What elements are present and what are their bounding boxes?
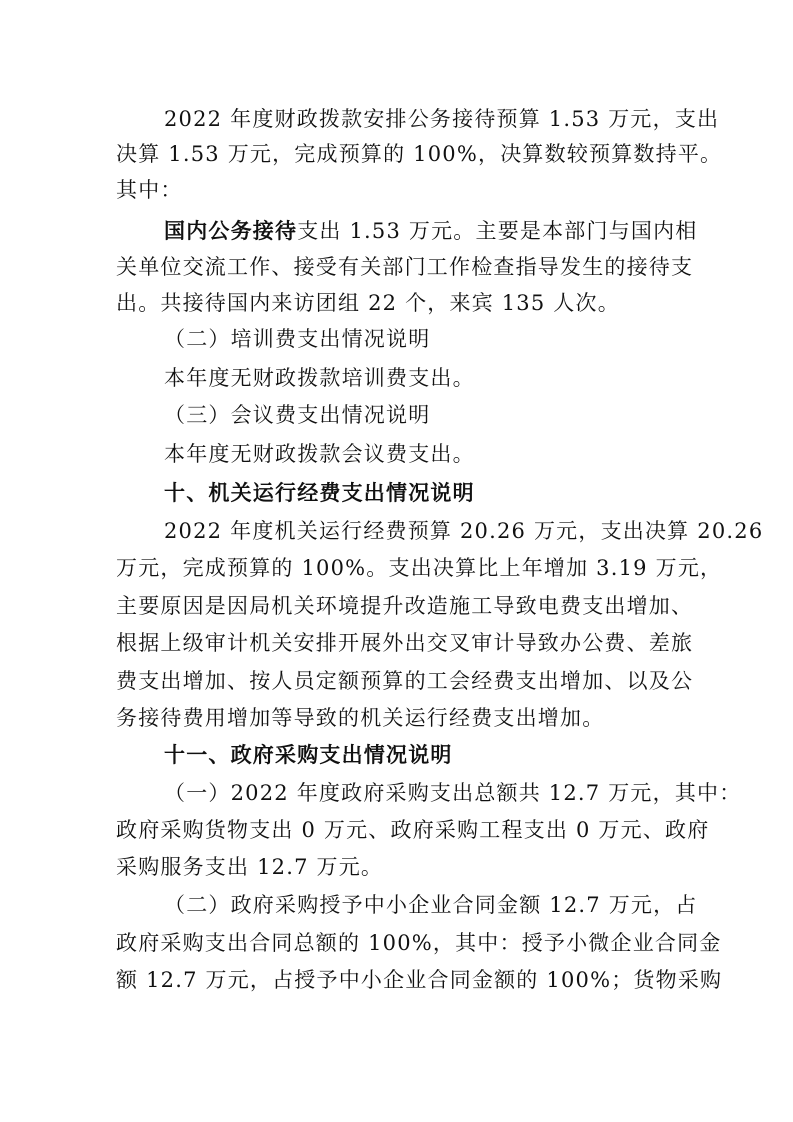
paragraph-line bbox=[164, 216, 698, 246]
paragraph-line: 2022 年度财政拨款安排公务接待预算 1.53 万元，支出 bbox=[164, 107, 720, 131]
paragraph-line: 万元，完成预算的 100%。支出决算比上年增加 3.19 万元， bbox=[116, 556, 723, 580]
section-heading: 十、机关运行经费支出情况说明 bbox=[164, 481, 475, 505]
paragraph-line: （一）2022 年度政府采购支出总额共 12.7 万元，其中： bbox=[164, 781, 742, 805]
paragraph-line: 采购服务支出 12.7 万元。 bbox=[116, 855, 384, 879]
paragraph-line: 务接待费用增加等导致的机关运行经费支出增加。 bbox=[116, 706, 605, 730]
paragraph-line: 2022 年度机关运行经费预算 20.26 万元，支出决算 20.26 bbox=[164, 519, 764, 543]
subheading: （三）会议费支出情况说明 bbox=[164, 403, 431, 427]
paragraph-line: 额 12.7 万元，占授予中小企业合同金额的 100%；货物采购 bbox=[116, 968, 723, 992]
paragraph-line: 关单位交流工作、接受有关部门工作检查指导发生的接待支 bbox=[116, 255, 694, 279]
paragraph-line: 其中： bbox=[116, 178, 183, 202]
paragraph-line: 本年度无财政拨款培训费支出。 bbox=[164, 366, 475, 390]
paragraph-text: 支出 1.53 万元。主要是本部门与国内相 bbox=[297, 219, 698, 243]
bold-term: 国内公务接待 bbox=[164, 219, 298, 243]
paragraph-line: 政府采购支出合同总额的 100%，其中：授予小微企业合同金 bbox=[116, 931, 722, 955]
paragraph-line: 根据上级审计机关安排开展外出交叉审计导致办公费、差旅 bbox=[116, 631, 694, 655]
paragraph-line: 政府采购货物支出 0 万元、政府采购工程支出 0 万元、政府 bbox=[116, 818, 710, 842]
section-heading: 十一、政府采购支出情况说明 bbox=[164, 743, 453, 767]
paragraph-line: 决算 1.53 万元，完成预算的 100%，决算数较预算数持平。 bbox=[116, 142, 723, 166]
paragraph-line: 出。共接待国内来访团组 22 个，来宾 135 人次。 bbox=[116, 291, 620, 315]
paragraph-line: 本年度无财政拨款会议费支出。 bbox=[164, 442, 475, 466]
paragraph-line: 主要原因是因局机关环境提升改造施工导致电费支出增加、 bbox=[116, 594, 694, 618]
paragraph-line: （二）政府采购授予中小企业合同金额 12.7 万元，占 bbox=[164, 893, 698, 917]
paragraph-line: 费支出增加、按人员定额预算的工会经费支出增加、以及公 bbox=[116, 669, 694, 693]
subheading: （二）培训费支出情况说明 bbox=[164, 327, 431, 351]
